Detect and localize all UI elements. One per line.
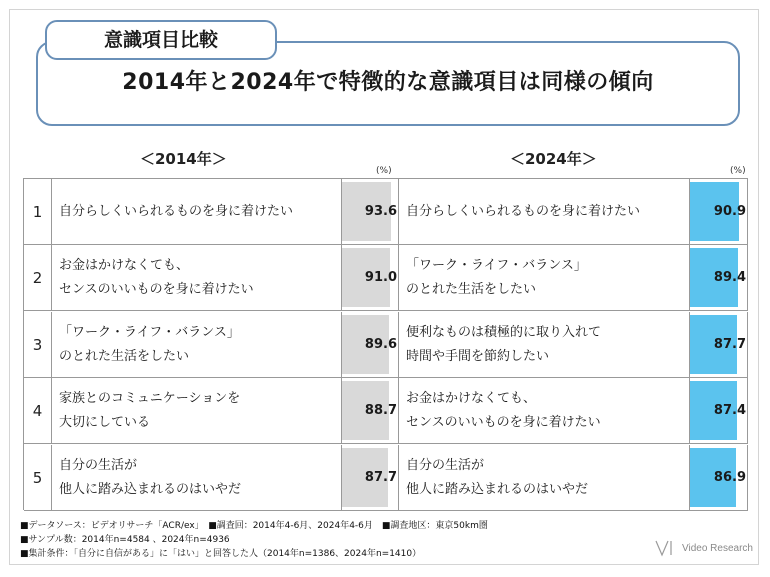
value-label-2014: 88.7	[364, 403, 397, 419]
value-label-2024: 90.9	[713, 204, 746, 219]
item-label-line: のとれた生活をしたい	[406, 282, 537, 298]
item-cell-2014	[52, 445, 342, 511]
item-cell-2024	[399, 378, 690, 444]
item-label	[59, 378, 240, 444]
value-cell-2014	[342, 179, 399, 245]
value-cell-2014	[342, 245, 399, 311]
item-label-line: センスのいいものを身に着けたい	[406, 415, 601, 431]
item-cell-2014	[52, 378, 342, 444]
rank-number: 4	[24, 378, 52, 444]
value-cell-2024	[690, 179, 748, 245]
value-cell-2024	[690, 378, 748, 444]
footnote-condition: ■集計条件：「自分に自信がある」に「はい」と回答した人（2014年n=1386、2024年n=1410）	[20, 549, 422, 559]
rank-number: 1	[24, 179, 52, 245]
item-cell-2014	[52, 312, 342, 378]
rank-number: 5	[24, 445, 52, 511]
item-label-line: 家族とのコミュニケーションを	[59, 391, 241, 407]
item-label	[406, 378, 601, 444]
footnote-source: ■データソース：ビデオリサーチ「ACR/ex」 ■調査回：2014年4-6月、2024年4-6月 ■調査地区：東京50km圏	[20, 521, 488, 531]
item-cell-2024	[399, 312, 690, 378]
item-label	[406, 445, 588, 511]
table-row	[24, 312, 748, 378]
item-label-line: 便利なものは積極的に取り入れて	[406, 324, 602, 340]
unit-label-2024: (%)	[730, 166, 746, 176]
item-label-line: のとれた生活をしたい	[59, 348, 190, 364]
value-cell-2014	[342, 378, 399, 444]
unit-label-2014: (%)	[376, 166, 392, 176]
value-label-2014: 87.7	[364, 469, 397, 485]
item-label-line: 他人に踏み込まれるのはいやだ	[59, 481, 242, 497]
item-label-line: お金はかけなくても、	[406, 391, 537, 407]
item-cell-2024	[399, 179, 690, 245]
value-cell-2024	[690, 245, 748, 311]
value-label-2014: 89.6	[364, 336, 397, 352]
table-row	[24, 445, 748, 511]
item-label-line: 他人に踏み込まれるのはいやだ	[406, 481, 589, 497]
item-cell-2014	[52, 179, 342, 245]
item-cell-2014	[52, 245, 342, 311]
logo-text: Video Research	[682, 543, 753, 554]
item-label-line: 自分の生活が	[59, 457, 138, 473]
item-cell-2024	[399, 445, 690, 511]
item-label-line: 「ワーク・ライフ・バランス」	[59, 324, 240, 340]
table-row	[24, 245, 748, 311]
table-row	[24, 378, 748, 444]
value-label-2024: 89.4	[713, 270, 746, 286]
item-label	[59, 179, 293, 245]
item-label-line: 自分らしくいられるものを身に着けたい	[59, 204, 294, 219]
value-cell-2024	[690, 445, 748, 511]
ranking-table	[23, 178, 748, 510]
item-label-line: 「ワーク・ライフ・バランス」	[406, 258, 587, 274]
item-label	[406, 179, 640, 245]
item-label	[59, 245, 254, 311]
item-label-line: 自分らしくいられるものを身に着けたい	[406, 204, 641, 219]
header-2014: ＜2014年＞	[140, 150, 227, 168]
value-label-2024: 87.7	[713, 336, 746, 352]
item-label-line: センスのいいものを身に着けたい	[59, 282, 254, 298]
footnote-sample: ■サンプル数：2014年n=4584 、2024年n=4936	[20, 535, 230, 545]
value-label-2014: 91.0	[364, 270, 397, 286]
item-label-line: 大切にしている	[59, 415, 151, 431]
slide-title: 2014年と2024年で特徴的な意識項目は同様の傾向	[122, 70, 654, 95]
item-label-line: 自分の生活が	[406, 457, 485, 473]
value-cell-2014	[342, 312, 399, 378]
logo-mark-icon	[654, 538, 680, 558]
item-cell-2024	[399, 245, 690, 311]
item-label	[59, 312, 240, 378]
section-tag: 意識項目比較	[45, 20, 277, 60]
item-label-line: 時間や手間を節約したい	[406, 348, 550, 364]
value-cell-2014	[342, 445, 399, 511]
value-label-2024: 87.4	[713, 403, 746, 419]
rank-number: 2	[24, 245, 52, 311]
value-label-2024: 86.9	[713, 469, 746, 485]
table-row	[24, 179, 748, 245]
value-label-2014: 93.6	[364, 204, 397, 219]
header-2024: ＜2024年＞	[510, 150, 597, 168]
rank-number: 3	[24, 312, 52, 378]
value-cell-2024	[690, 312, 748, 378]
item-label-line: お金はかけなくても、	[59, 258, 190, 274]
item-label	[406, 245, 587, 311]
company-logo	[654, 538, 764, 558]
item-label	[59, 445, 241, 511]
item-label	[406, 312, 601, 378]
